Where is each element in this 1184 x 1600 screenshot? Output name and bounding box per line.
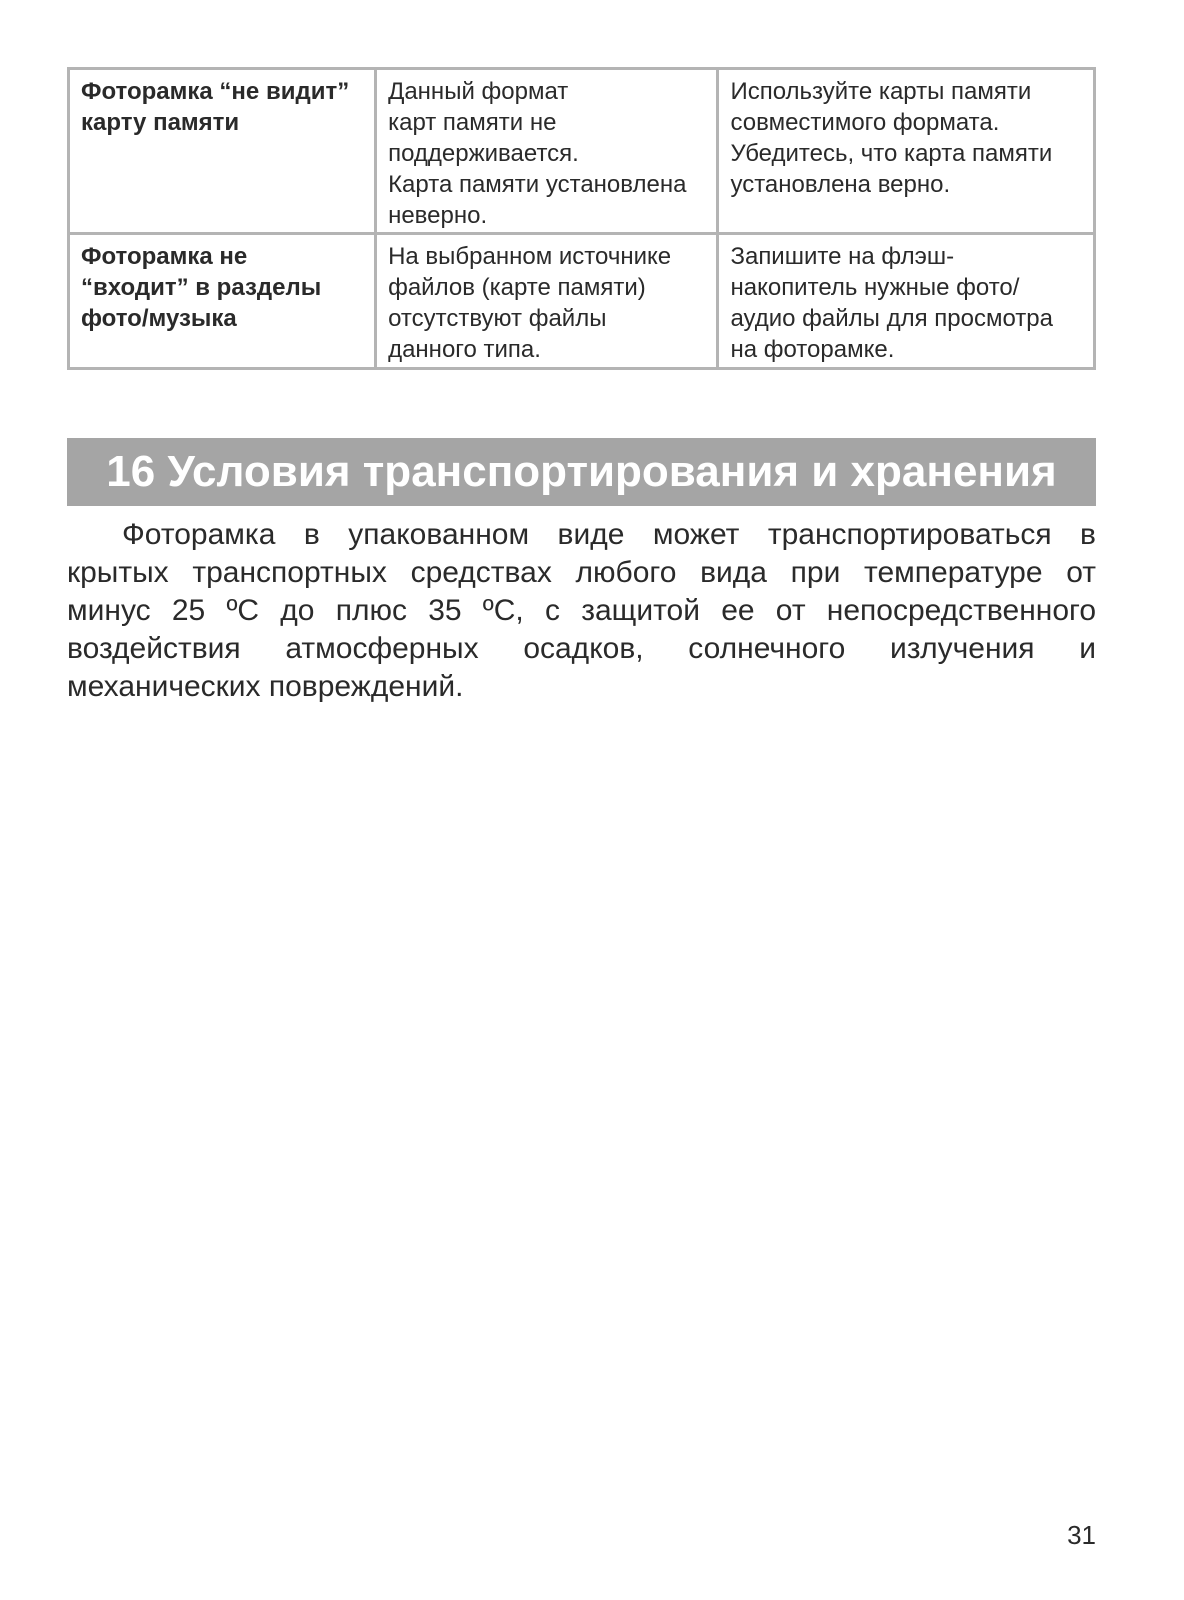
section-heading: 16 Условия транспортирования и хранения <box>67 438 1096 506</box>
solution-cell <box>716 70 1093 235</box>
problem-cell <box>70 70 374 235</box>
cause-text: Данный формат карт памяти не поддерживается. Карта памяти установлена неверно. <box>388 78 687 229</box>
paragraph-line: Фоторамка в упакованном виде может транспортироваться в <box>122 518 1096 551</box>
paragraph-line: крытых транспортных средствах любого вида при температуре от <box>67 556 1096 589</box>
table-row <box>70 70 1093 235</box>
paragraph-line: минус 25 ºС до плюс 35 ºС, с защитой ее от непосредственного <box>67 594 1096 627</box>
problem-text: Фоторамка “не видит” карту памяти <box>81 78 350 136</box>
paragraph-line: воздействия атмосферных осадков, солнечного излучения и <box>67 632 1096 665</box>
table-row <box>70 235 1093 367</box>
page-number: 31 <box>1067 1520 1096 1550</box>
solution-text: Используйте карты памяти совместимого формата. Убедитесь, что карта памяти установлена верно. <box>730 78 1053 198</box>
section-body <box>67 516 1096 706</box>
troubleshooting-table <box>67 67 1096 370</box>
cause-text: На выбранном источнике файлов (карте памяти) отсутствуют файлы данного типа. <box>388 243 672 363</box>
paragraph-line: механических повреждений. <box>67 670 464 703</box>
cause-cell <box>374 235 716 367</box>
problem-text: Фоторамка не “входит” в разделы фото/музыка <box>81 243 322 332</box>
solution-cell <box>716 235 1093 367</box>
cause-cell <box>374 70 716 235</box>
solution-text: Запишите на флэш- накопитель нужные фото/ аудио файлы для просмотра на фоторамке. <box>730 243 1053 363</box>
problem-cell <box>70 235 374 367</box>
